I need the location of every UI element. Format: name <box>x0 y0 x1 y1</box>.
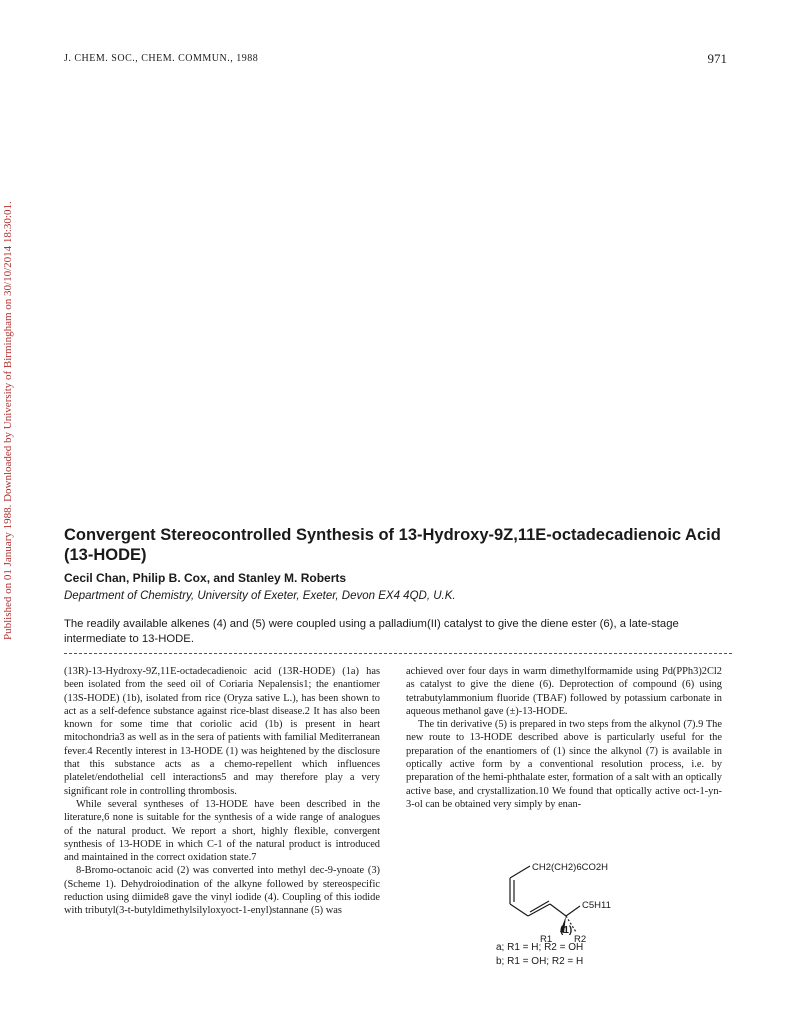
compound-number: (1) <box>560 925 573 936</box>
journal-header: J. CHEM. SOC., CHEM. COMMUN., 1988 <box>64 53 259 64</box>
chain-right-label: C5H11 <box>582 900 611 911</box>
body-column-right <box>406 665 722 811</box>
page-number: 971 <box>707 51 727 66</box>
r2-label: R2 <box>574 934 587 945</box>
download-watermark: Published on 01 January 1988. Downloaded by University of Birmingham on 30/10/2014 18:30:01. <box>2 201 14 640</box>
article-title: Convergent Stereocontrolled Synthesis of 13-Hydroxy-9Z,11E-octadecadienoic Acid (13-HODE) <box>64 526 721 564</box>
r1-label: R1 <box>540 934 553 945</box>
compound-variants <box>496 941 583 969</box>
paragraph: (13R)-13-Hydroxy-9Z,11E-octadecadienoic acid (13R-HODE) (1a) has been isolated from the seed oil of Coriaria Nepalensis1; the enantiomer (13S-HODE) (1b), isolated from rice (Oryza sative L.), has been shown to act as a self-defence substance against rice-blast disease.2 It has also been known for some time that coriolic acid (1b) is present in heart mitochondria3 as well as in the sera of patients with familial Mediterranean fever.4 Recently interest in 13-HODE (1) was heightened by the disclosure that this substance acts as a chemo-repellent which influences platelet/endothelial cell interactions5 and may therefore play a very significant role in controlling thrombosis. <box>64 666 380 797</box>
variant-a-label: a; R1 = H; R2 = OH <box>496 942 584 953</box>
authors: Cecil Chan, Philip B. Cox, and Stanley M. Roberts <box>64 571 347 585</box>
paragraph: While several syntheses of 13-HODE have been described in the literature,6 none is suitable for the synthesis of a wide range of analogues of the natural product. We report a short, highly flexible, convergent synthesis of 13-HODE in which C-1 of the natural product is introduced and maintained in the correct oxidation state.7 <box>64 798 380 864</box>
variant-b-label: b; R1 = OH; R2 = H <box>496 956 584 967</box>
abstract-divider <box>64 653 732 654</box>
paragraph: 8-Bromo-octanoic acid (2) was converted into methyl dec-9-ynoate (3) (Scheme 1). Dehydroiodination of the alkyne followed by stereospecific reduction using diimide8 gave the vinyl iodide (4). Coupling of this iodide with tributyl(3-t-butyldimethylsilyloxyoct-1-enyl)stannane (5) was <box>64 865 380 917</box>
affiliation: Department of Chemistry, University of Exeter, Exeter, Devon EX4 4QD, U.K. <box>64 590 456 602</box>
body-column-left <box>64 665 380 918</box>
paragraph: The tin derivative (5) is prepared in two steps from the alkynol (7).9 The new route to 13-HODE described above is particularly useful for the preparation of the enantiomers of (1) since the alkynol (7) is available in optically active form by a conventional resolution process, i.e. by preparation of the hemi-phthalate ester, formation of a salt with an optically active base, and crystallization.10 We found that optically active oct-1-yn-3-ol can be obtained very simply by enan- <box>406 719 722 810</box>
paragraph: achieved over four days in warm dimethylformamide using Pd(PPh3)2Cl2 as catalyst to give the diene (6). Deprotection of compound (6) using tetrabutylammonium fluoride (TBAF) followed by potassium carbonate in aqueous methanol gave (±)-13-HODE. <box>406 666 722 717</box>
chain-top-label: CH2(CH2)6CO2H <box>532 862 609 873</box>
structure-bonds <box>510 866 580 916</box>
abstract: The readily available alkenes (4) and (5) were coupled using a palladium(II) catalyst to give the diene ester (6), a late-stage intermediate to 13-HODE. <box>64 618 679 645</box>
